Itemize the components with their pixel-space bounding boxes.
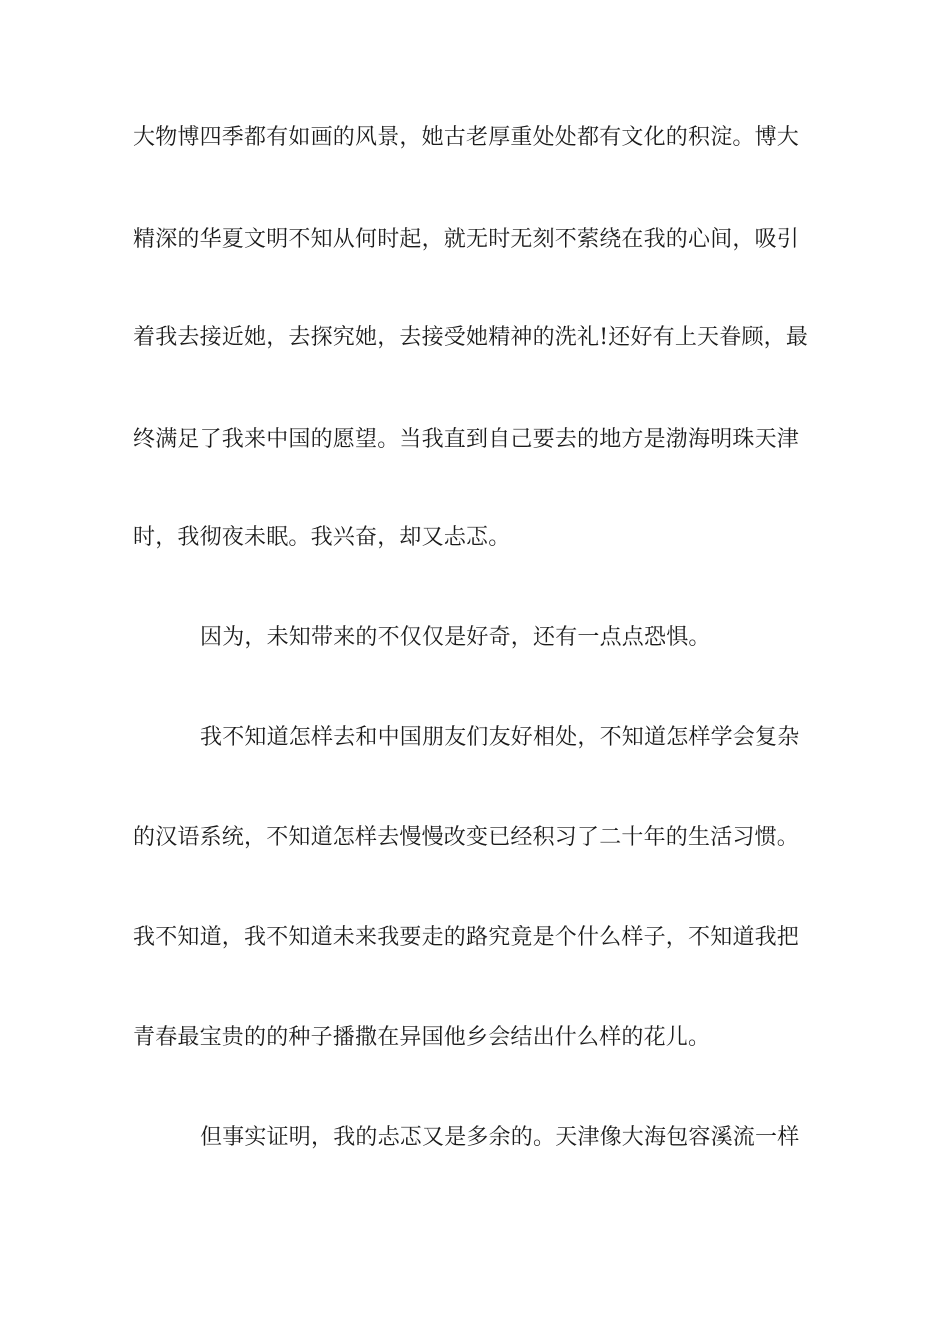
text-line: 着我去接近她，去探究她，去接受她精神的洗礼!还好有上天眷顾，最 [133, 325, 809, 350]
text-line: 的汉语系统，不知道怎样去慢慢改变已经积习了二十年的生活习惯。 [133, 825, 800, 850]
text-line: 但事实证明，我的忐忑又是多余的。天津像大海包容溪流一样 [200, 1125, 800, 1150]
text-line: 青春最宝贵的的种子播撒在异国他乡会结出什么样的花儿。 [133, 1025, 711, 1050]
text-line: 我不知道怎样去和中国朋友们友好相处，不知道怎样学会复杂 [200, 725, 800, 750]
text-line: 我不知道，我不知道未来我要走的路究竟是个什么样子，不知道我把 [133, 925, 800, 950]
text-line: 大物博四季都有如画的风景，她古老厚重处处都有文化的积淀。博大 [133, 125, 800, 150]
text-line: 精深的华夏文明不知从何时起，就无时无刻不萦绕在我的心间，吸引 [133, 227, 800, 252]
text-line: 因为，未知带来的不仅仅是好奇，还有一点点恐惧。 [200, 625, 711, 650]
text-line: 终满足了我来中国的愿望。当我直到自己要去的地方是渤海明珠天津 [133, 427, 800, 452]
text-line: 时，我彻夜未眠。我兴奋，却又忐忑。 [133, 525, 511, 550]
